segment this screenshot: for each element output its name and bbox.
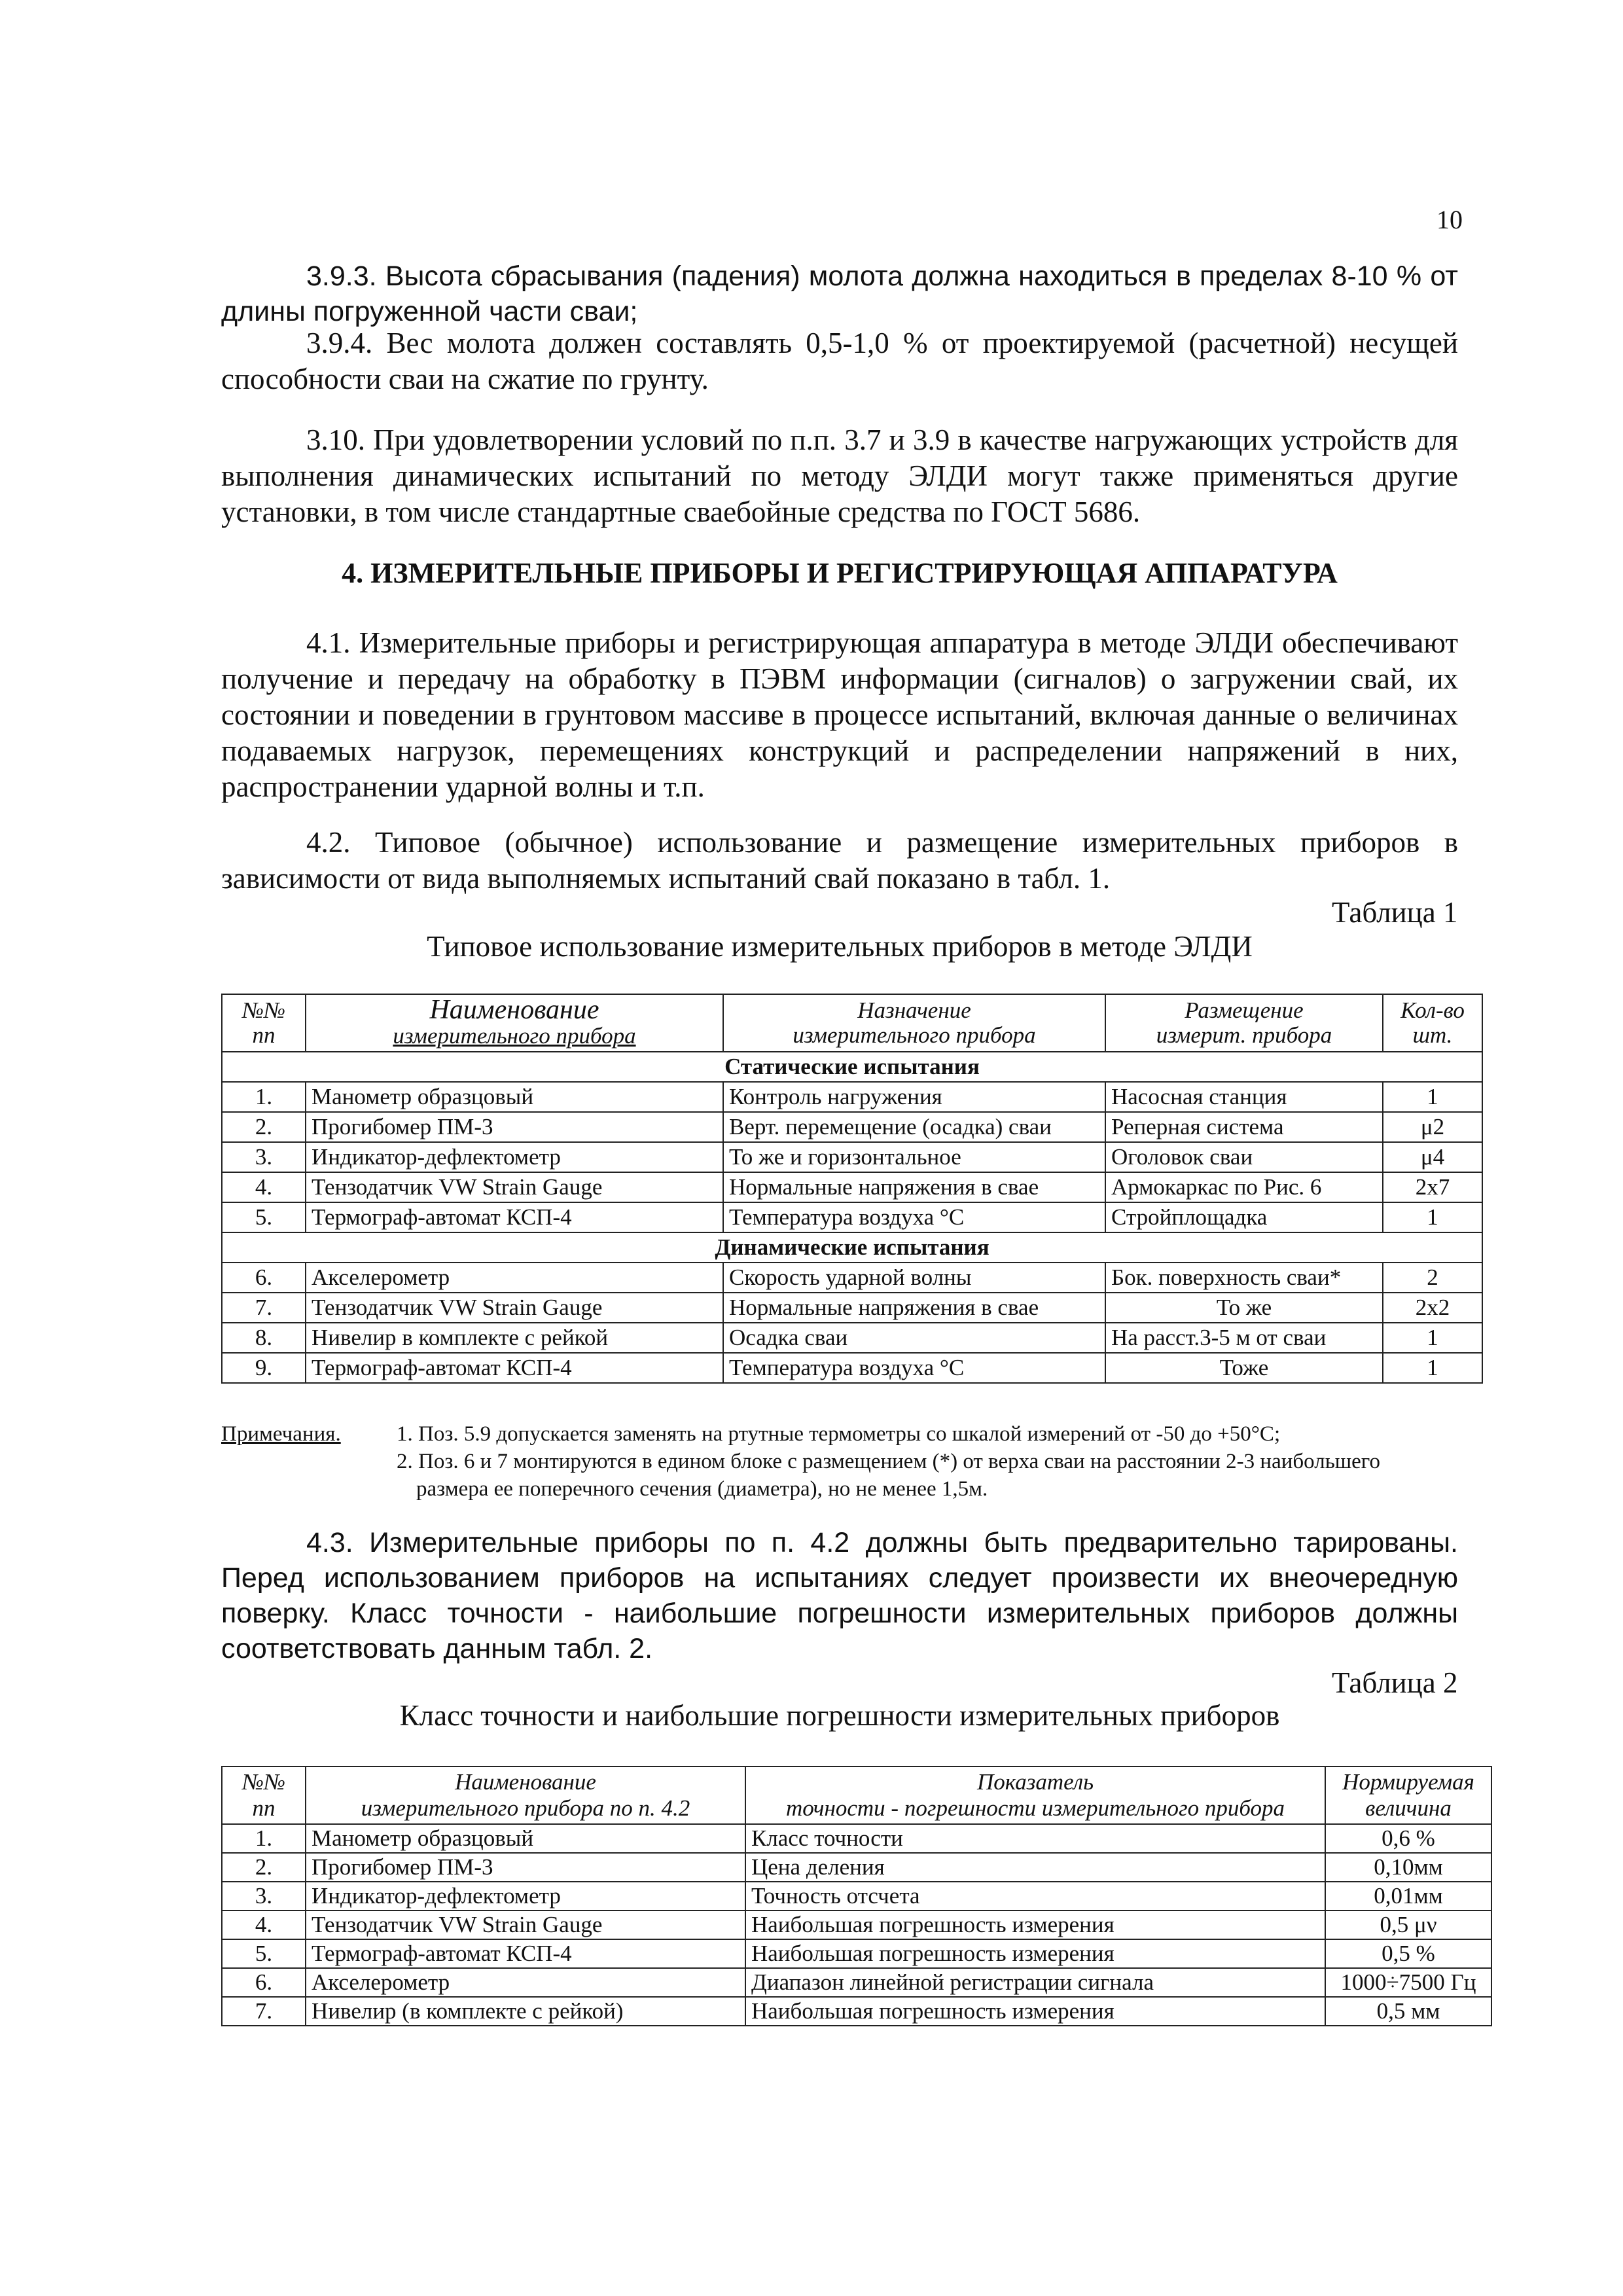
notes-label: Примечания.: [221, 1422, 341, 1446]
table-row: 5. Термограф-автомат КСП-4 Температура воздуха °С Стройплощадка 1: [222, 1202, 1482, 1232]
table2-header-row: [222, 1767, 1491, 1824]
paragraph-4-2: 4.2. Типовое (обычное) использование и размещение измерительных приборов в зависимости от вида выполняемых испытаний свай показано в табл. 1.: [221, 826, 1458, 895]
table-row: 9. Термограф-автомат КСП-4 Температура воздуха °С Тоже 1: [222, 1353, 1482, 1383]
notes-list: [397, 1420, 1457, 1503]
table2-header-num: №№ пп: [222, 1767, 306, 1824]
paragraph-4-1: 4.1. Измерительные приборы и регистрирующая аппаратура в методе ЭЛДИ обеспечивают получение и передачу на обработку в ПЭВМ информации (сигналов) о загружении свай, их состоянии и поведении в грунтовом массиве в процессе испытаний, включая данные о величинах подаваемых нагрузок, перемещениях конструкций и распределении напряжений в них, распространении ударной волны и т.п.: [221, 626, 1458, 803]
table-row: 7. Нивелир (в комплекте с рейкой) Наибольшая погрешность измерения 0,5 мм: [222, 1997, 1491, 2026]
table1-section-dynamic: Динамические испытания: [222, 1232, 1482, 1263]
table-row: 1. Манометр образцовый Класс точности 0,6 %: [222, 1824, 1491, 1853]
page-number: 10: [1436, 205, 1463, 234]
table-row: 5. Термограф-автомат КСП-4 Наибольшая погрешность измерения 0,5 %: [222, 1939, 1491, 1968]
table-row: 6. Акселерометр Диапазон линейной регистрации сигнала 1000÷7500 Гц: [222, 1968, 1491, 1997]
table1-header-placement: Размещение измерит. прибора: [1105, 994, 1383, 1052]
table-row: 7. Тензодатчик VW Strain Gauge Нормальные напряжения в свае То же 2х2: [222, 1293, 1482, 1323]
table1-title: Типовое использование измерительных приборов в методе ЭЛДИ: [427, 930, 1253, 963]
table-row: 2. Прогибомер ПМ-3 Цена деления 0,10мм: [222, 1853, 1491, 1882]
table2-header-value: Нормируемая величина: [1325, 1767, 1491, 1824]
table-row: 3. Индикатор-дефлектометр То же и горизонтальное Оголовок сваи μ4: [222, 1142, 1482, 1172]
table-row: 8. Нивелир в комплекте с рейкой Осадка сваи На расст.3-5 м от сваи 1: [222, 1323, 1482, 1353]
table2-header-name: Наименование измерительного прибора по п. 4.2: [306, 1767, 745, 1824]
table1-instruments-usage: [221, 994, 1483, 1384]
table1-section-static: Статические испытания: [222, 1052, 1482, 1082]
table2-label: Таблица 2: [1332, 1666, 1458, 1699]
table-row: 2. Прогибомер ПМ-3 Верт. перемещение (осадка) сваи Реперная система μ2: [222, 1112, 1482, 1142]
paragraph-3-9-4: 3.9.4. Вес молота должен составлять 0,5-1,0 % от проектируемой (расчетной) несущей способности сваи на сжатие по грунту.: [221, 327, 1458, 395]
paragraph-3-9-3: 3.9.3. Высота сбрасывания (падения) молота должна находиться в пределах 8-10 % от длины погруженной части сваи;: [221, 260, 1458, 327]
table-row: 6. Акселерометр Скорость ударной волны Бок. поверхность сваи* 2: [222, 1263, 1482, 1293]
table-row: 4. Тензодатчик VW Strain Gauge Наибольшая погрешность измерения 0,5 μν: [222, 1910, 1491, 1939]
table-row: 3. Индикатор-дефлектометр Точность отсчета 0,01мм: [222, 1882, 1491, 1910]
table-row: 1. Манометр образцовый Контроль нагружения Насосная станция 1: [222, 1082, 1482, 1112]
paragraph-3-10: 3.10. При удовлетворении условий по п.п. 3.7 и 3.9 в качестве нагружающих устройств для выполнения динамических испытаний по методу ЭЛДИ могут также применяться другие установки, в том числе стандартные сваебойные средства по ГОСТ 5686.: [221, 423, 1458, 528]
table2-accuracy-class: [221, 1766, 1492, 2026]
table2-header-indicator: Показатель точности - погрешности измерительного прибора: [745, 1767, 1325, 1824]
table1-header-num: №№ пп: [222, 994, 306, 1052]
table1-header-qty: Кол-во шт.: [1383, 994, 1482, 1052]
table-row: 4. Тензодатчик VW Strain Gauge Нормальные напряжения в свае Армокаркас по Рис. 6 2х7: [222, 1172, 1482, 1202]
table1-header-purpose: Назначение измерительного прибора: [723, 994, 1105, 1052]
note-item: 1. Поз. 5.9 допускается заменять на ртутные термометры со шкалой измерений от -50 до +50°С;: [397, 1422, 1281, 1446]
note-item: 2. Поз. 6 и 7 монтируются в едином блоке с размещением (*) от верха сваи на расстоянии 2-3 наибольшего размера ее поперечного сечения (диаметра), но не менее 1,5м.: [397, 1450, 1381, 1501]
section-heading: 4. ИЗМЕРИТЕЛЬНЫЕ ПРИБОРЫ И РЕГИСТРИРУЮЩАЯ АППАРАТУРА: [342, 557, 1338, 589]
table1-header-name: Наименование измерительного прибора: [306, 994, 723, 1052]
table2-title: Класс точности и наибольшие погрешности измерительных приборов: [399, 1699, 1280, 1732]
table1-header-row: [222, 994, 1482, 1052]
paragraph-4-3: 4.3. Измерительные приборы по п. 4.2 должны быть предварительно тарированы. Перед использованием приборов на испытаниях следует произвести их внеочередную поверку. Класс точности - наибольшие погрешности измерительных приборов должны соответствовать данным табл. 2.: [221, 1527, 1458, 1664]
table1-label: Таблица 1: [1332, 896, 1458, 929]
